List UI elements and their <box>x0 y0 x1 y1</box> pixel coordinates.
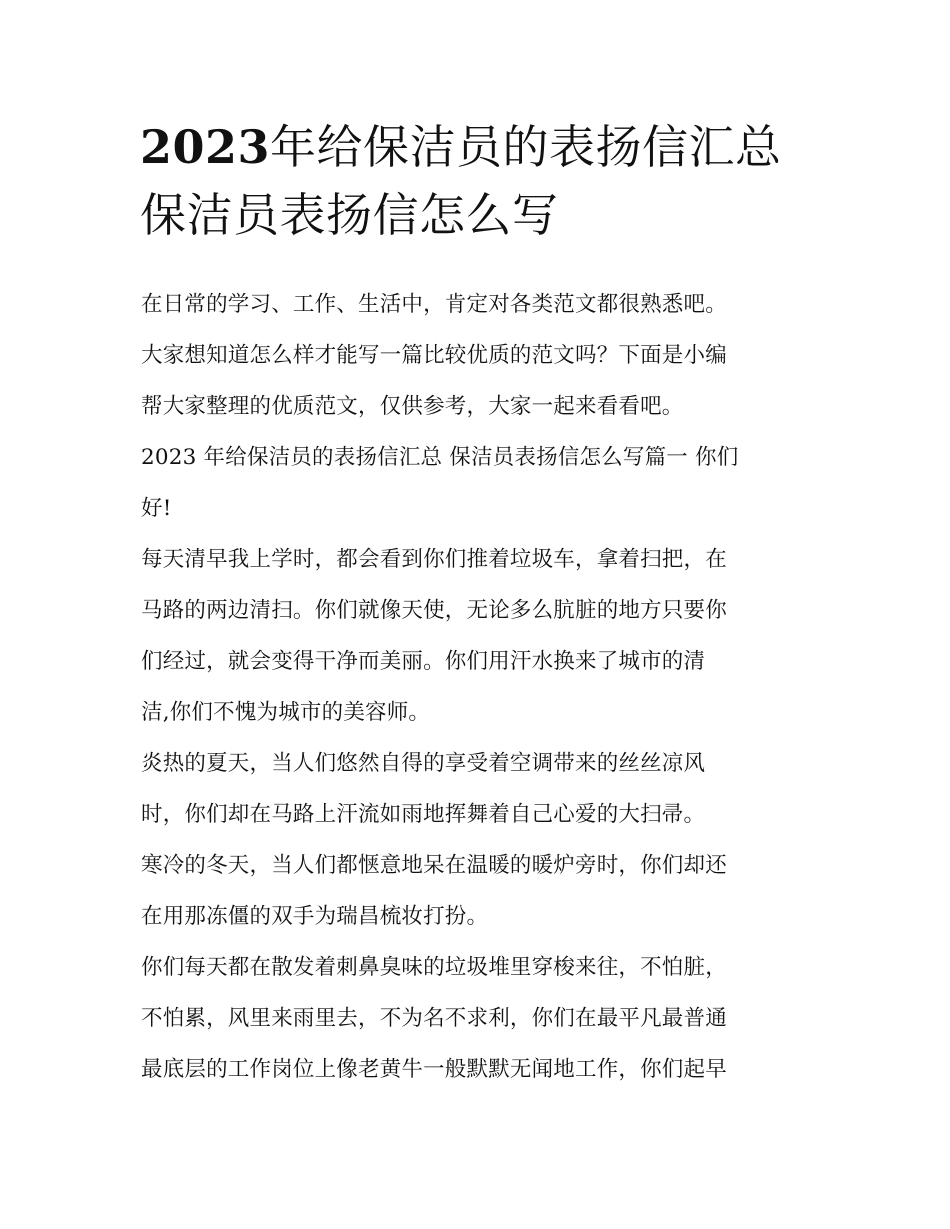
body-line: 最底层的工作岗位上像老黄牛一般默默无闻地工作，你们起早 <box>141 1057 727 1082</box>
body-line: 你们每天都在散发着刺鼻臭味的垃圾堆里穿梭来往，不怕脏， <box>141 955 727 980</box>
document-body <box>141 279 813 1095</box>
body-line: 在用那冻僵的双手为瑞昌梳妆打扮。 <box>141 904 489 929</box>
body-line: 不怕累，风里来雨里去，不为名不求利，你们在最平凡最普通 <box>141 1006 727 1031</box>
body-line: 们经过，就会变得干净而美丽。你们用汗水换来了城市的清 <box>141 649 706 674</box>
body-line: 大家想知道怎么样才能写一篇比较优质的范文吗？下面是小编 <box>141 343 727 368</box>
body-line: 洁,你们不愧为城市的美容师。 <box>141 700 431 725</box>
body-line: 每天清早我上学时，都会看到你们推着垃圾车，拿着扫把，在 <box>141 547 727 572</box>
body-line: 炎热的夏天，当人们悠然自得的享受着空调带来的丝丝凉风 <box>141 751 706 776</box>
title-line2-text: 保洁员表扬信怎么写 <box>140 188 559 242</box>
title-line1-text: 年给保洁员的表扬信汇总 <box>270 120 782 174</box>
body-line: 在日常的学习、工作、生活中，肯定对各类范文都很熟悉吧。 <box>141 292 727 317</box>
body-line: 时，你们却在马路上汗流如雨地挥舞着自己心爱的大扫帚。 <box>141 802 706 827</box>
body-line: 2023 年给保洁员的表扬信汇总 保洁员表扬信怎么写篇一 你们 <box>141 445 739 470</box>
document-title <box>140 113 840 249</box>
body-line: 好! <box>141 496 172 521</box>
body-line: 寒冷的冬天，当人们都惬意地呆在温暖的暖炉旁时，你们却还 <box>141 853 727 878</box>
title-year: 2023 <box>140 120 271 174</box>
body-line: 马路的两边清扫。你们就像天使，无论多么肮脏的地方只要你 <box>141 598 727 623</box>
body-line: 帮大家整理的优质范文，仅供参考，大家一起来看看吧。 <box>141 394 684 419</box>
